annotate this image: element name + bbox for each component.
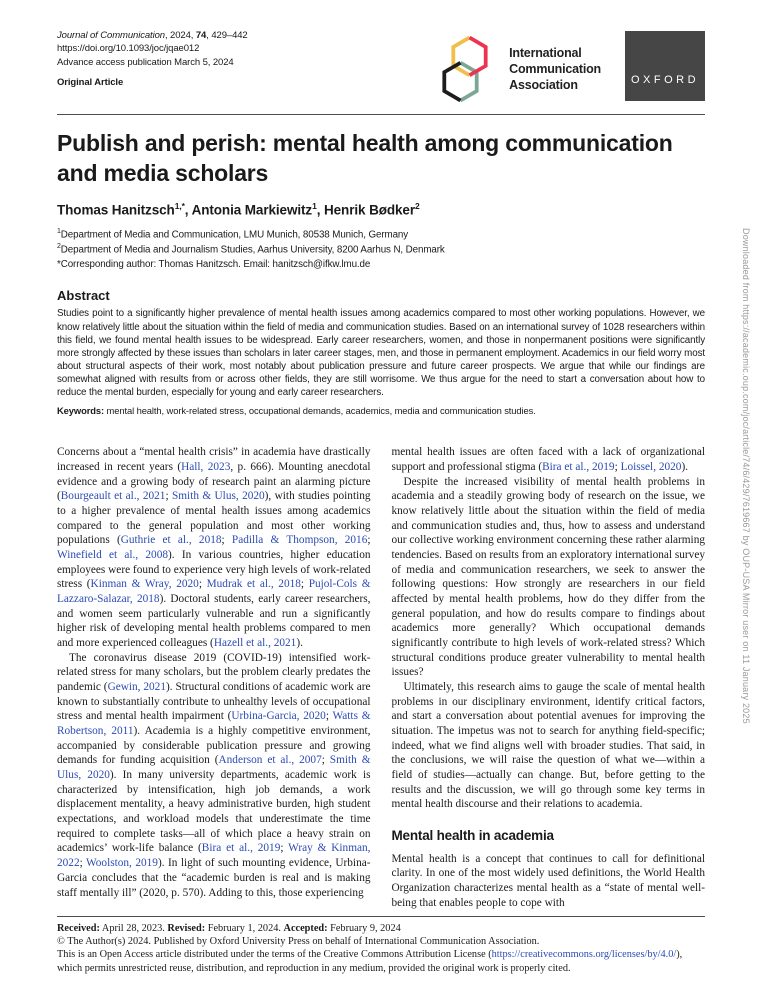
text-segment: ). In various countries, higher education employees were found to experience very high levels of work-related stress (: [57, 549, 371, 591]
affiliation-line: [57, 258, 705, 272]
article-body: [57, 445, 705, 939]
header-divider: [57, 114, 705, 115]
citation-link[interactable]: Hazell et al., 2021: [213, 637, 297, 650]
text-segment: Received:: [57, 923, 100, 934]
text-segment: *Corresponding author: Thomas Hanitzsch. Email: hanitzsch@ifkw.lmu.de: [57, 258, 371, 270]
citation-link[interactable]: Smith & Ulus, 2020: [57, 754, 371, 782]
oxford-wordmark: OXFORD: [630, 74, 700, 86]
text-segment: ;: [221, 534, 232, 547]
body-paragraph: [392, 852, 706, 911]
ica-hexagons-icon: [429, 31, 501, 107]
text-segment: ), with studies pointing to a higher prevalence of mental health issues among academics compared to the general population and most other working populations (: [57, 490, 371, 547]
journal-citation-line: [57, 29, 248, 42]
article-page: [57, 0, 705, 939]
affiliations: [57, 227, 705, 271]
citation-link[interactable]: Loissel, 2020: [620, 461, 682, 474]
citation-link[interactable]: Watts & Robertson, 2011: [57, 710, 371, 738]
text-segment: ). Structural conditions of academic work are known to substantially contribute to unhealthy levels of occupational stress and mental health impairment (: [57, 681, 371, 723]
citation-link[interactable]: Kinman & Wray, 2020: [90, 578, 199, 591]
text-segment: ;: [614, 461, 621, 474]
abstract-text: Studies point to a significantly higher prevalence of mental health issues among academics compared to most other working populations. However, we know relatively little about the situation within the field of media and communication studies. Based on an international survey of 1028 researchers within this field, we found mental health issues to be widespread. Early career researchers, women, and those in nonpermanent positions were significantly more strongly affected by these issues than scholars in later career stages, men, and those in permanent employment. Academics in our field worry most about structural aspects of their work, most notably about publication pressure and future career prospects. We argue that while our findings are somewhat aligned with results from or across other fields, they are still worrisome. We thus argue for the need to start a conversation about how to reduce the mental burden, especially for young and early career researchers.: [57, 308, 705, 399]
text-segment: 1: [57, 228, 61, 236]
text-segment: 2: [414, 200, 420, 211]
text-segment: ;: [198, 578, 207, 591]
citation-link[interactable]: Mudrak et al., 2018: [206, 578, 301, 591]
text-segment: 1,*: [174, 200, 185, 211]
text-segment: ). Academia is a highly competitive environment, accompanied by considerable publication pressure and growing demands for funding acquisition (: [57, 725, 371, 767]
citation-link[interactable]: Guthrie et al., 2018: [120, 534, 222, 547]
text-segment: ;: [321, 754, 330, 767]
citation-link[interactable]: Hall, 2023: [181, 461, 231, 474]
text-segment: ).: [681, 461, 689, 474]
text-segment: ;: [79, 857, 87, 870]
text-segment: mental health issues are often faced with a lack of organizational support and professional stigma (: [391, 446, 705, 474]
text-segment: 2: [57, 243, 61, 251]
text-segment: , p. 666). Mounting anecdotal evidence and a growing body of research paint an alarming picture (: [57, 461, 371, 503]
citation-link[interactable]: Pujol-Cols & Lazzaro-Salazar, 2018: [57, 578, 371, 606]
keywords-label: Keywords:: [57, 405, 105, 417]
page-header: [57, 29, 705, 107]
text-segment: Journal of Communication: [57, 30, 165, 41]
citation-link[interactable]: Anderson et al., 2007: [218, 754, 322, 767]
text-segment: Concerns about a “mental health crisis” in academia have drastically increased in recent years (: [57, 446, 371, 474]
body-paragraph: [57, 445, 371, 650]
citation-link[interactable]: Bourgeault et al., 2021: [60, 490, 166, 503]
text-segment: February 1, 2024.: [205, 923, 284, 934]
citation-link[interactable]: Wray & Kinman, 2022: [57, 842, 371, 870]
text-segment: ). In many university departments, academic work is characterized by intensification, high job demands, a work displacement mentality, a heavy administrative burden, high student expectations, and workload models that underestimate the time required to complete tasks—all of which place a heavy strain on academics’ work-life balance (: [57, 769, 371, 855]
text-segment: 74: [195, 30, 207, 41]
text-segment: Thomas Hanitzsch: [57, 202, 175, 218]
received-dates-line: [57, 923, 705, 934]
text-segment: , Antonia Markiewitz: [184, 202, 313, 218]
affiliation-line: [57, 227, 705, 242]
text-segment: Despite the increased visibility of mental health problems in academia and a steadily growing body of research on the issue, we know relatively little about the situation within the field of media and communication studies and, thus, how to assess and understand our collective working environment concerning these rather alarming tendencies. Based on results from an exploratory international survey of media and communication researchers, we seek to answer the following questions: How strongly are researchers in our field affected by mental health problems, how do they differ from the general population, and how do results compare to findings about academics more generally? Which occupational demands significantly contribute to high levels of work-related stress? Which structural conditions produce greater vulnerability to mental health issues?: [391, 475, 705, 679]
citation-link[interactable]: Urbina-Garcia, 2020: [231, 710, 326, 723]
text-segment: This is an Open Access article distributed under the terms of the Creative Commons Attribution License (: [57, 949, 492, 960]
doi-link[interactable]: https://doi.org/10.1093/joc/jqae012: [57, 43, 200, 55]
page-title: Publish and perish: mental health among communication and media scholars: [57, 130, 673, 187]
text-segment: ;: [280, 842, 289, 855]
text-segment: , 429–442: [206, 30, 248, 41]
citation-link[interactable]: Padilla & Thompson, 2016: [231, 534, 368, 547]
body-paragraph: [392, 680, 706, 812]
authors-line: [57, 201, 705, 218]
body-paragraph: [392, 475, 706, 680]
text-segment: Accepted:: [283, 923, 328, 934]
text-segment: , 2024,: [164, 30, 196, 41]
body-column-right: [392, 445, 706, 939]
journal-meta: [57, 29, 248, 90]
publisher-logos: [429, 31, 705, 107]
download-watermark: Downloaded from https://academic.oup.com/joc/article/74/6/429/7619667 by OUP-USA Mirror user on 11 January 2025: [741, 228, 751, 724]
text-segment: ;: [300, 578, 309, 591]
ica-wordmark: [509, 45, 601, 94]
body-paragraph: [57, 651, 371, 900]
citation-link[interactable]: https://creativecommons.org/licenses/by/4.0/: [491, 949, 677, 960]
ica-word-line: Communication: [509, 61, 601, 76]
copyright-line: © The Author(s) 2024. Published by Oxford University Press on behalf of International Communication Association.: [57, 936, 540, 947]
text-segment: Department of Media and Communication, LMU Munich, 80538 Munich, Germany: [60, 229, 409, 241]
text-segment: ;: [325, 710, 333, 723]
text-segment: ). In light of such mounting evidence, Urbina-Garcia concludes that the “academic burden is real and is making staff mentally ill” (2020, p. 570). Adding to this, those experiencing: [57, 857, 371, 899]
page-footer: [57, 916, 705, 976]
ica-logo-group: [429, 31, 601, 107]
citation-link[interactable]: Gewin, 2021: [107, 681, 166, 694]
right-column-paragraphs: [392, 445, 706, 812]
open-access-line: [57, 948, 705, 976]
text-segment: Revised:: [167, 923, 206, 934]
section-heading: Mental health in academia: [391, 828, 554, 844]
text-segment: Department of Media and Journalism Studies, Aarhus University, 8200 Aarhus N, Denmark: [60, 244, 445, 256]
advance-access-line: Advance access publication March 5, 2024: [57, 56, 234, 68]
text-segment: ;: [165, 490, 172, 503]
text-segment: , Henrik Bødker: [316, 202, 415, 218]
text-segment: February 9, 2024: [327, 923, 401, 934]
text-segment: Ultimately, this research aims to gauge the scale of mental health problems in our disciplinary environment, identify critical factors, and start a conversation about potential avenues for improving the situation. The impetus was not to search for anything field-specific; indeed, what we find aligns well with broader studies. That said, in the conclusions, we will raise the question of what we—within a field of studies—actually can change. But, before getting to the results and the discussion, we will go through some key terms in mental health discourse and their relations to academia.: [391, 681, 705, 811]
citation-link[interactable]: Smith & Ulus, 2020: [171, 490, 265, 503]
citation-link[interactable]: Bira et al., 2019: [201, 842, 281, 855]
text-segment: 1: [312, 200, 317, 211]
citation-link[interactable]: Bira et al., 2019: [542, 461, 615, 474]
keywords-line: [57, 405, 705, 416]
text-segment: ).: [296, 637, 303, 650]
ica-word-line: International: [509, 45, 582, 60]
text-segment: The coronavirus disease 2019 (COVID-19) intensified work-related stress for many scholars, but the problem clearly predates the pandemic (: [57, 651, 371, 694]
text-segment: Mental health is a concept that continues to call for definitional clarity. In one of the most widely used definitions, the World Health Organization characterizes mental health as a “state of mental well-being that enables people to cope with: [391, 852, 705, 909]
text-segment: April 28, 2023.: [99, 923, 168, 934]
body-paragraph: [392, 445, 706, 474]
section-paragraphs: [392, 852, 706, 911]
article-type-label: Original Article: [57, 77, 124, 89]
affiliation-line: [57, 242, 705, 257]
footer-divider: [57, 916, 705, 917]
citation-link[interactable]: Winefield et al., 2008: [57, 549, 168, 562]
citation-link[interactable]: Woolston, 2019: [86, 857, 158, 870]
text-segment: ;: [367, 534, 371, 547]
text-segment: ), which permits unrestricted reuse, distribution, and reproduction in any medium, provided the original work is properly cited.: [57, 949, 683, 974]
abstract-heading: Abstract: [57, 288, 110, 304]
body-column-left: [57, 445, 371, 939]
ica-word-line: Association: [509, 78, 578, 93]
keywords-list: mental health, work-related stress, occupational demands, academics, media and communication studies.: [104, 405, 536, 417]
text-segment: ). Doctoral students, early career researchers, and women seem particularly vulnerable and run a significantly higher risk of developing mental health problems compared to men and more experienced colleagues (: [57, 593, 371, 650]
oxford-logo: [625, 31, 705, 101]
